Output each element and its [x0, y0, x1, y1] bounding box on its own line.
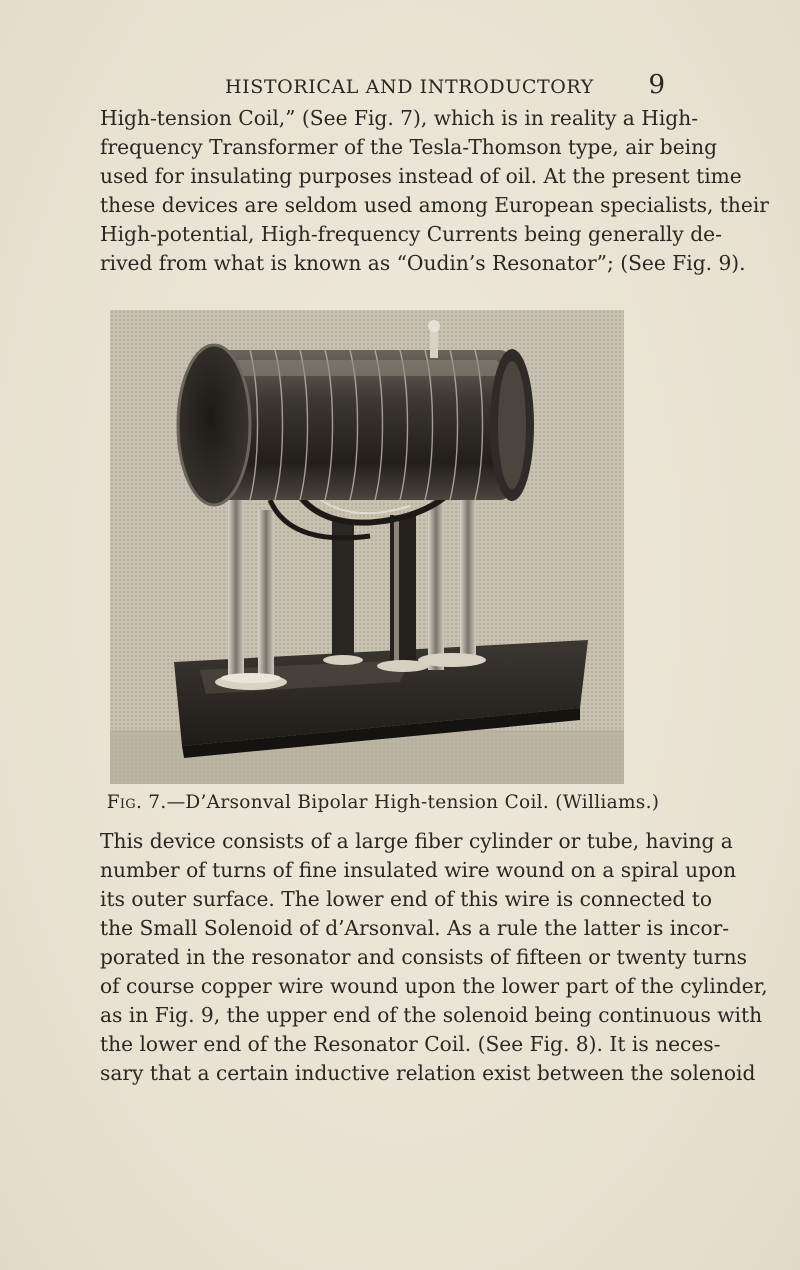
text-line: number of turns of fine insulated wire wound on a spiral upon: [100, 858, 737, 882]
text-line: rived from what is known as “Oudin’s Resonator”; (See Fig. 9).: [100, 251, 746, 275]
paragraph-intro: [100, 104, 769, 278]
paragraph-description: [100, 827, 768, 1088]
figure-caption: [100, 792, 666, 813]
text-line: the lower end of the Resonator Coil. (See Fig. 8). It is neces-: [100, 1032, 721, 1056]
coil-illustration: [110, 310, 624, 784]
text-line: its outer surface. The lower end of this wire is connected to: [100, 887, 713, 911]
text-line: frequency Transformer of the Tesla-Thomson type, air being: [100, 135, 718, 159]
page-number: 9: [648, 70, 665, 100]
running-title: HISTORICAL AND INTRODUCTORY: [225, 76, 594, 98]
text-line: these devices are seldom used among European specialists, their: [100, 193, 769, 217]
figure-photo-coil: [110, 310, 624, 784]
text-line: sary that a certain inductive relation exist between the solenoid: [100, 1061, 756, 1085]
text-line: This device consists of a large fiber cylinder or tube, having a: [100, 829, 733, 853]
text-line: porated in the resonator and consists of fifteen or twenty turns: [100, 945, 747, 969]
caption-text: —D’Arsonval Bipolar High-tension Coil. (Williams.): [166, 792, 660, 813]
text-line: the Small Solenoid of d’Arsonval. As a rule the latter is incor-: [100, 916, 730, 940]
text-line: High-potential, High-frequency Currents being generally de-: [100, 222, 722, 246]
text-line: as in Fig. 9, the upper end of the solenoid being continuous with: [100, 1003, 763, 1027]
caption-label: Fig. 7.: [106, 792, 167, 813]
running-head: [100, 70, 665, 100]
text-line: High-tension Coil,” (See Fig. 7), which is in reality a High-: [100, 106, 699, 130]
text-line: used for insulating purposes instead of oil. At the present time: [100, 164, 742, 188]
text-line: of course copper wire wound upon the lower part of the cylinder,: [100, 974, 768, 998]
